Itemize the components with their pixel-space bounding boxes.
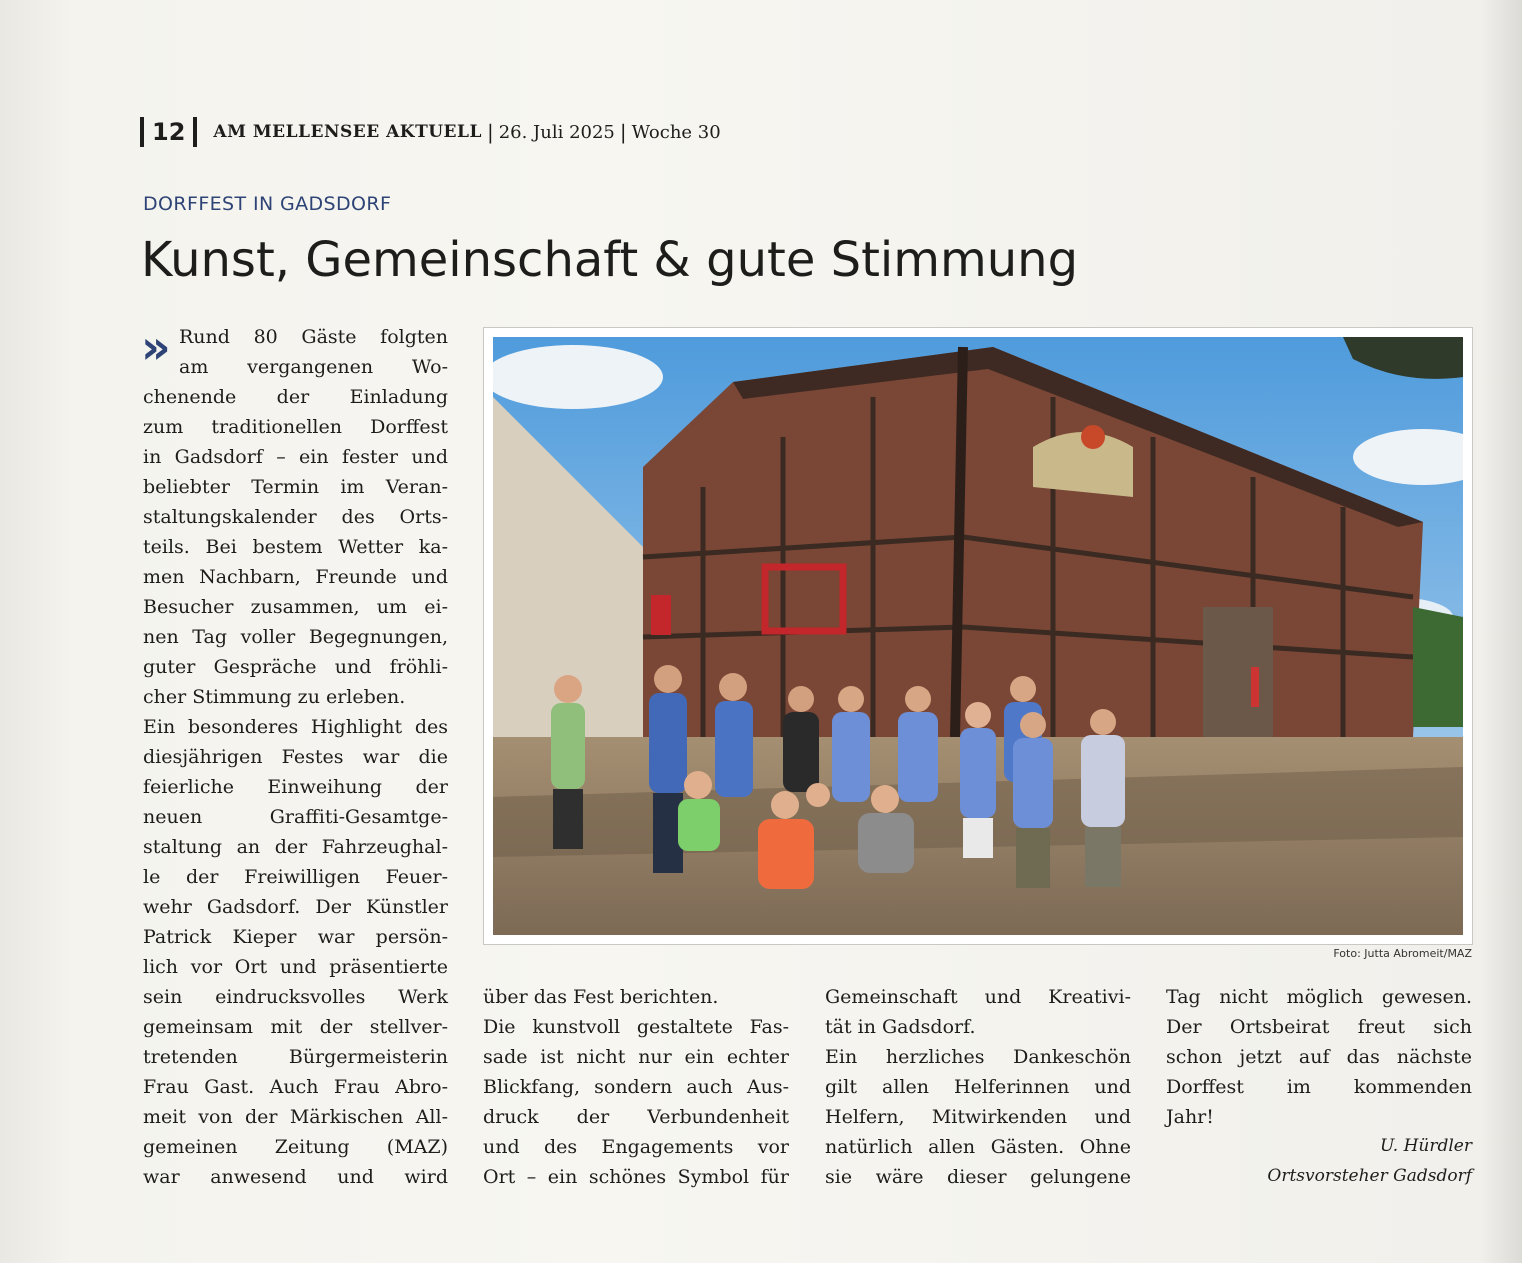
text-line: Frau Gast. Auch Frau Abro-	[143, 1076, 448, 1098]
text-line: chenende der Einladung	[143, 386, 448, 408]
article-photo	[484, 328, 1472, 944]
author-role: Ortsvorsteher Gadsdorf	[1267, 1166, 1472, 1186]
text-line: Patrick Kieper war persön-	[143, 926, 448, 948]
text-line: guter Gespräche und fröhli-	[143, 656, 448, 678]
text-line: war anwesend und wird	[143, 1166, 448, 1188]
text-line: Ein herzliches Dankeschön	[825, 1046, 1131, 1068]
text-line: Die kunstvoll gestaltete Fas-	[483, 1016, 789, 1038]
text-line: men Nachbarn, Freunde und	[143, 566, 448, 588]
text-line: druck der Verbundenheit	[483, 1106, 789, 1128]
article-headline: Kunst, Gemeinschaft & gute Stimmung	[141, 232, 1079, 288]
article-author: U. Hürdler	[1380, 1136, 1472, 1156]
article-column-1	[143, 322, 448, 1192]
header-separator: |	[486, 120, 494, 144]
text-line: Tag nicht möglich gewesen.	[1166, 986, 1472, 1008]
article-column-3	[825, 982, 1131, 1192]
text-line: am vergangenen Wo-	[179, 356, 448, 378]
issue-date: 26. Juli 2025	[498, 121, 615, 143]
text-line: schon jetzt auf das nächste	[1166, 1046, 1472, 1068]
text-line: Ein besonderes Highlight des	[143, 716, 448, 738]
text-line: Ort – ein schönes Symbol für	[483, 1166, 789, 1188]
text-line: Helfern, Mitwirkenden und	[825, 1106, 1131, 1128]
article-column-2	[483, 982, 789, 1192]
barn-group-photo	[493, 337, 1463, 935]
header-rule-right	[193, 117, 197, 147]
text-line: Rund 80 Gäste folgten	[179, 326, 448, 348]
lead-quote-icon: »	[141, 320, 171, 374]
text-line: feierliche Einweihung der	[143, 776, 448, 798]
text-line: Dorffest im kommenden	[1166, 1076, 1472, 1098]
page-header	[140, 114, 721, 150]
text-line: diesjährigen Festes war die	[143, 746, 448, 768]
text-line: lich vor Ort und präsentierte	[143, 956, 448, 978]
text-line: nen Tag voller Begegnungen,	[143, 626, 448, 648]
page-number: 12	[152, 118, 186, 146]
text-line: beliebter Termin im Veran-	[143, 476, 448, 498]
publication-name: AM MELLENSEE AKTUELL	[213, 122, 482, 142]
text-line: natürlich allen Gästen. Ohne	[825, 1136, 1131, 1158]
text-line: neuen Graffiti-Gesamtge-	[143, 806, 448, 828]
text-line: Jahr!	[1166, 1106, 1214, 1128]
text-line: wehr Gadsdorf. Der Künstler	[143, 896, 448, 918]
article-column-4	[1166, 982, 1472, 1132]
text-line: gemeinen Zeitung (MAZ)	[143, 1136, 448, 1158]
text-line: tät in Gadsdorf.	[825, 1016, 976, 1038]
text-line: sein eindrucksvolles Werk	[143, 986, 448, 1008]
text-line: tretenden Bürgermeisterin	[143, 1046, 448, 1068]
photo-credit: Foto: Jutta Abromeit/MAZ	[1333, 947, 1472, 960]
text-line: le der Freiwilligen Feuer-	[143, 866, 448, 888]
article-kicker: DORFFEST IN GADSDORF	[143, 193, 392, 215]
text-line: gemeinsam mit der stellver-	[143, 1016, 448, 1038]
text-line: zum traditionellen Dorffest	[143, 416, 448, 438]
header-separator: |	[619, 120, 627, 144]
text-line: Blickfang, sondern auch Aus-	[483, 1076, 789, 1098]
text-line: und des Engagements vor	[483, 1136, 789, 1158]
text-line: in Gadsdorf – ein fester und	[143, 446, 448, 468]
text-line: Der Ortsbeirat freut sich	[1166, 1016, 1472, 1038]
text-line: über das Fest berichten.	[483, 986, 719, 1008]
header-rule-left	[140, 117, 144, 147]
text-line: Besucher zusammen, um ei-	[143, 596, 448, 618]
text-line: Gemeinschaft und Kreativi-	[825, 986, 1131, 1008]
text-line: sade ist nicht nur ein echter	[483, 1046, 789, 1068]
text-line: staltung an der Fahrzeughal-	[143, 836, 448, 858]
text-line: sie wäre dieser gelungene	[825, 1166, 1131, 1188]
text-line: staltungskalender des Orts-	[143, 506, 448, 528]
issue-week: Woche 30	[631, 121, 721, 143]
text-line: meit von der Märkischen All-	[143, 1106, 448, 1128]
text-line: cher Stimmung zu erleben.	[143, 686, 406, 708]
text-line: teils. Bei bestem Wetter ka-	[143, 536, 448, 558]
text-line: gilt allen Helferinnen und	[825, 1076, 1131, 1098]
